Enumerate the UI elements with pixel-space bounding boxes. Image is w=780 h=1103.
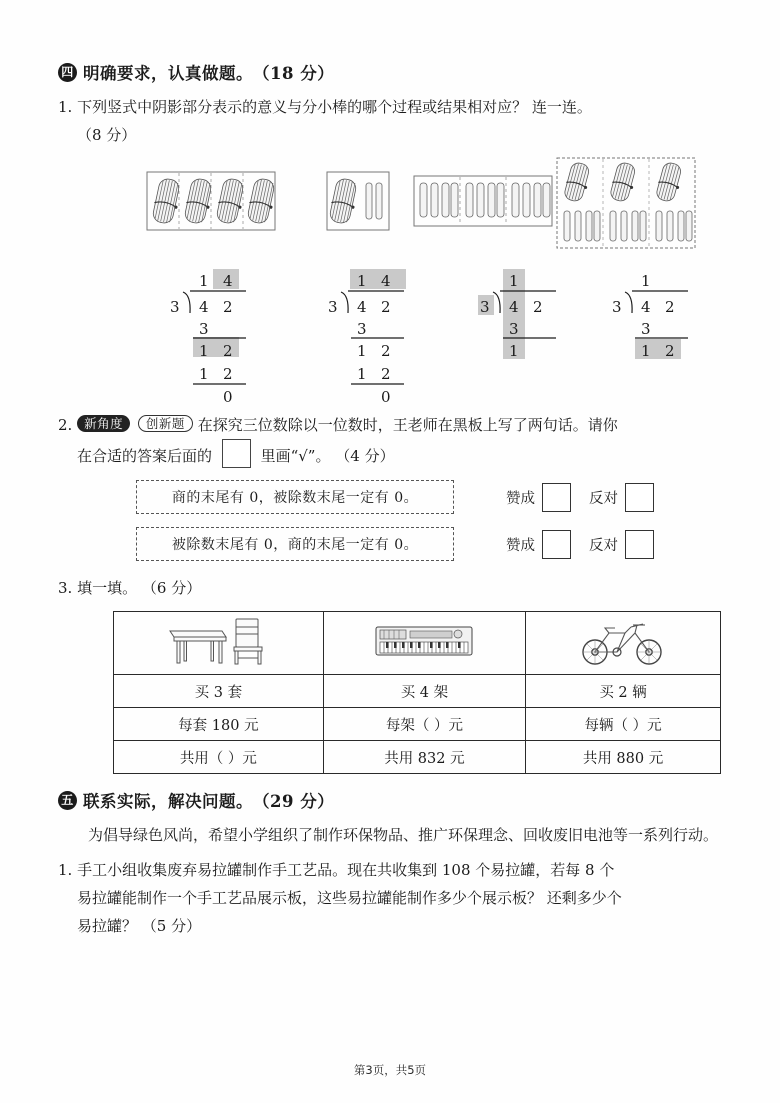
- remainder-1-ones: 2: [381, 342, 391, 360]
- question-1-number: 1.: [58, 98, 73, 116]
- quotient-tens: 1: [641, 272, 651, 290]
- agree-label-2: 赞成: [506, 537, 535, 554]
- dividend-tens: 4: [357, 298, 367, 316]
- quotient-tens: 1: [199, 272, 209, 290]
- disagree-checkbox-2[interactable]: [625, 530, 654, 559]
- question-3-text: 填一填。: [77, 579, 138, 597]
- page-footer: 第3页，共5页: [353, 1063, 427, 1077]
- dividend-ones: 2: [381, 298, 391, 316]
- subtrahend-1: 3: [357, 320, 367, 338]
- subtrahend-2-ones: 2: [223, 365, 233, 383]
- division-row: [58, 267, 726, 407]
- final-remainder: 0: [223, 388, 233, 406]
- remainder-1-tens: 1: [199, 342, 209, 360]
- cell-unit-3[interactable]: 每辆（ ）元: [526, 708, 721, 741]
- question-2-text-b2: 里画“√”。: [260, 447, 331, 465]
- cell-keyboard: [323, 612, 525, 675]
- subtrahend-2-tens: 1: [357, 365, 367, 383]
- cell-desk-chair: [114, 612, 324, 675]
- final-remainder: 0: [381, 388, 391, 406]
- badge-new-angle: 新角度: [77, 415, 130, 432]
- question-2: [58, 411, 726, 470]
- stick-figure-row: [58, 157, 726, 263]
- bicycle-icon: [573, 655, 673, 671]
- question-3: [58, 574, 726, 602]
- page-content: [58, 60, 726, 940]
- cell-total-1[interactable]: 共用（ ）元: [114, 741, 324, 774]
- question-2-text-b1: 在合适的答案后面的: [77, 447, 213, 465]
- cell-qty-2: 买 4 架: [323, 675, 525, 708]
- cell-unit-1: 每套 180 元: [114, 708, 324, 741]
- question-1: [58, 93, 726, 149]
- division-a: [168, 267, 278, 407]
- section-number-badge: 四: [58, 63, 77, 82]
- dividend-tens: 4: [509, 298, 519, 316]
- question-5-1-line3-text: 易拉罐？: [77, 917, 138, 935]
- table-row-icons: [114, 612, 721, 675]
- quotient-tens: 1: [357, 272, 367, 290]
- cell-total-3: 共用 880 元: [526, 741, 721, 774]
- agree-checkbox-1[interactable]: [542, 483, 571, 512]
- question-5-1-line2: 易拉罐能制作一个手工艺品展示板，这些易拉罐能制作多少个展示板？ 还剩多少个: [77, 889, 622, 907]
- question-2-line2: [58, 439, 726, 470]
- dividend-tens: 4: [641, 298, 651, 316]
- table-row-total: [114, 741, 721, 774]
- section-number-badge-five: 五: [58, 791, 77, 810]
- cell-qty-3: 买 2 辆: [526, 675, 721, 708]
- subtrahend-1: 3: [509, 320, 519, 338]
- statement-options-1: [506, 483, 672, 512]
- remainder-1-ones: 2: [223, 342, 233, 360]
- answer-box-inline[interactable]: [222, 439, 251, 468]
- subtrahend-2-ones: 2: [381, 365, 391, 383]
- question-3-points: （6 分）: [141, 579, 202, 597]
- divisor: 3: [612, 298, 622, 316]
- dividend-ones: 2: [665, 298, 675, 316]
- section-five-intro: 为倡导绿色风尚，希望小学组织了制作环保物品、推广环保理念、回收废旧电池等一系列行动。: [88, 826, 719, 844]
- desk-and-chair-icon: [164, 655, 272, 671]
- section-heading-four: [58, 60, 726, 84]
- section-points-five: （29 分）: [253, 792, 335, 811]
- question-2-number: 2.: [58, 416, 73, 434]
- statement-text-2: 被除数末尾有 0，商的末尾一定有 0。: [136, 527, 454, 561]
- question-1-points: （8 分）: [77, 126, 137, 144]
- cell-qty-1: 买 3 套: [114, 675, 324, 708]
- statement-row-2: [58, 527, 726, 561]
- statement-options-2: [506, 530, 672, 559]
- cell-unit-2[interactable]: 每架（ ）元: [323, 708, 525, 741]
- subtrahend-2-tens: 1: [199, 365, 209, 383]
- disagree-label-2: 反对: [589, 537, 618, 554]
- section-title-five: 联系实际，解决问题。: [83, 792, 253, 811]
- remainder-1-tens: 1: [357, 342, 367, 360]
- question-5-1-number: 1.: [58, 861, 73, 879]
- table-row-quantity: [114, 675, 721, 708]
- question-1-text: 下列竖式中阴影部分表示的意义与分小棒的哪个过程或结果相对应？ 连一连。: [77, 98, 592, 116]
- dividend-ones: 2: [533, 298, 543, 316]
- question-5-1: [58, 856, 726, 940]
- cell-total-2: 共用 832 元: [323, 741, 525, 774]
- quotient-tens: 1: [509, 272, 519, 290]
- figure-three-bundles-and-loose: [556, 157, 696, 253]
- agree-label-1: 赞成: [506, 490, 535, 507]
- question-5-1-line1: 手工小组收集废弃易拉罐制作手工艺品。现在共收集到 108 个易拉罐，若每 8 个: [77, 861, 615, 879]
- remainder-1-tens: 1: [509, 342, 519, 360]
- divisor: 3: [328, 298, 338, 316]
- statement-list: [58, 480, 726, 561]
- question-2-text: 在探究三位数除以一位数时，王老师在黑板上写了两句话。请你: [197, 416, 618, 434]
- agree-checkbox-2[interactable]: [542, 530, 571, 559]
- subtrahend-1: 3: [641, 320, 651, 338]
- question-5-1-line3: [58, 912, 726, 940]
- section-heading-five: [58, 788, 726, 812]
- division-b: [326, 267, 436, 407]
- divisor: 3: [480, 298, 490, 316]
- figure-one-bundle-two-sticks: [326, 171, 390, 235]
- badge-innovative: 创新题: [138, 415, 193, 432]
- quotient-ones: 4: [223, 272, 233, 290]
- dividend-ones: 2: [223, 298, 233, 316]
- remainder-1-ones: 2: [665, 342, 675, 360]
- figure-four-bundles: [146, 171, 276, 235]
- price-table: [113, 611, 721, 774]
- electronic-keyboard-icon: [372, 649, 476, 665]
- question-2-points: （4 分）: [335, 447, 395, 465]
- subtrahend-1: 3: [199, 320, 209, 338]
- section-points: （18 分）: [253, 64, 335, 83]
- table-row-unit-price: [114, 708, 721, 741]
- figure-twelve-loose-sticks: [413, 175, 553, 231]
- statement-text-1: 商的末尾有 0，被除数末尾一定有 0。: [136, 480, 454, 514]
- section-title: 明确要求，认真做题。: [83, 64, 253, 83]
- disagree-label-1: 反对: [589, 490, 618, 507]
- question-3-number: 3.: [58, 579, 73, 597]
- divisor: 3: [170, 298, 180, 316]
- division-d: [610, 267, 720, 407]
- dividend-tens: 4: [199, 298, 209, 316]
- remainder-1-tens: 1: [641, 342, 651, 360]
- division-c: [478, 267, 588, 407]
- question-5-1-points: （5 分）: [141, 917, 202, 935]
- statement-row-1: [58, 480, 726, 514]
- quotient-ones: 4: [381, 272, 391, 290]
- disagree-checkbox-1[interactable]: [625, 483, 654, 512]
- cell-bicycle: [526, 612, 721, 675]
